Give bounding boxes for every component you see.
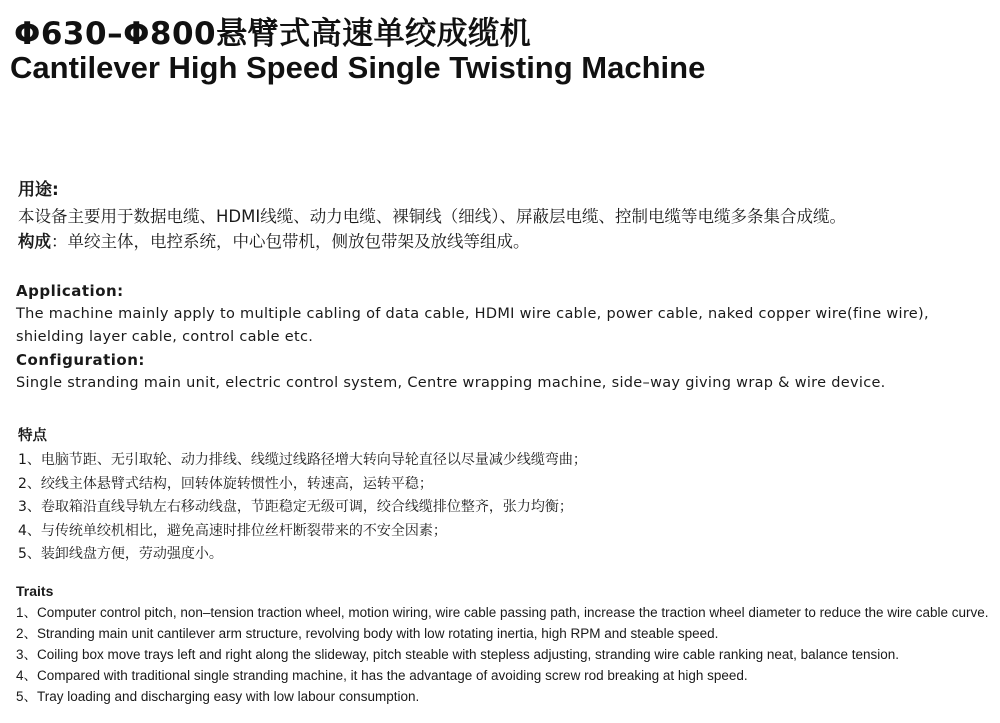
feature-item: 2、绞线主体悬臂式结构，回转体旋转惯性小，转速高，运转平稳； (18, 475, 433, 492)
configuration-text-english: Single stranding main unit, electric control system, Centre wrapping machine, side–way giving wrap & wire device. (16, 375, 886, 391)
chinese-description (18, 178, 993, 254)
configuration-line (18, 230, 993, 254)
traits-heading: Traits (16, 583, 54, 599)
feature-item: 3、卷取箱沿直线导轨左右移动线盘，节距稳定无级可调，绞合线缆排位整齐，张力均衡； (18, 499, 573, 516)
features-section (18, 425, 993, 567)
usage-text: 本设备主要用于数据电缆、HDMI线缆、动力电缆、裸铜线（细线）、屏蔽层电缆、控制电缆等电缆多条集合成缆。 (18, 207, 846, 226)
trait-item: 4、Compared with traditional single stranding machine, it has the advantage of avoiding screw rod breaking at high speed. (16, 668, 748, 683)
feature-item: 4、与传统单绞机相比，避免高速时排位丝杆断裂带来的不安全因素； (18, 522, 447, 539)
configuration-text: ：单绞主体，电控系统，中心包带机，侧放包带架及放线等组成。 (51, 232, 530, 251)
configuration-heading: Configuration: (16, 351, 145, 369)
traits-section (16, 582, 996, 707)
features-heading: 特点 (18, 428, 47, 444)
feature-item: 1、电脑节距、无引取轮、动力排线、线缆过线路径增大转向导轮直径以尽量减少线缆弯曲； (18, 452, 587, 468)
feature-item: 5、装卸线盘方便，劳动强度小。 (18, 546, 223, 563)
page-title-english: Cantilever High Speed Single Twisting Machine (10, 50, 706, 85)
application-text: The machine mainly apply to multiple cabling of data cable, HDMI wire cable, power cable, naked copper wire(fine wire), shielding layer cable, control cable etc. (16, 306, 929, 345)
english-description (16, 280, 991, 395)
application-heading: Application: (16, 282, 124, 300)
page-title-chinese: Φ630–Φ800悬臂式高速单绞成缆机 (14, 16, 532, 52)
trait-item: 3、Coiling box move trays left and right along the slideway, pitch steable with stepless adjusting, stranding wire cable ranking neat, balance tension. (16, 647, 899, 662)
configuration-label: 构成 (18, 232, 51, 251)
trait-item: 1、Computer control pitch, non–tension traction wheel, motion wiring, wire cable passing path, increase the traction wheel diameter to reduce the wire cable curve. (16, 605, 989, 620)
usage-heading: 用途: (18, 180, 59, 200)
trait-item: 5、Tray loading and discharging easy with low labour consumption. (16, 689, 420, 704)
trait-item: 2、Stranding main unit cantilever arm structure, revolving body with low rotating inertia, high RPM and steable speed. (16, 626, 719, 641)
